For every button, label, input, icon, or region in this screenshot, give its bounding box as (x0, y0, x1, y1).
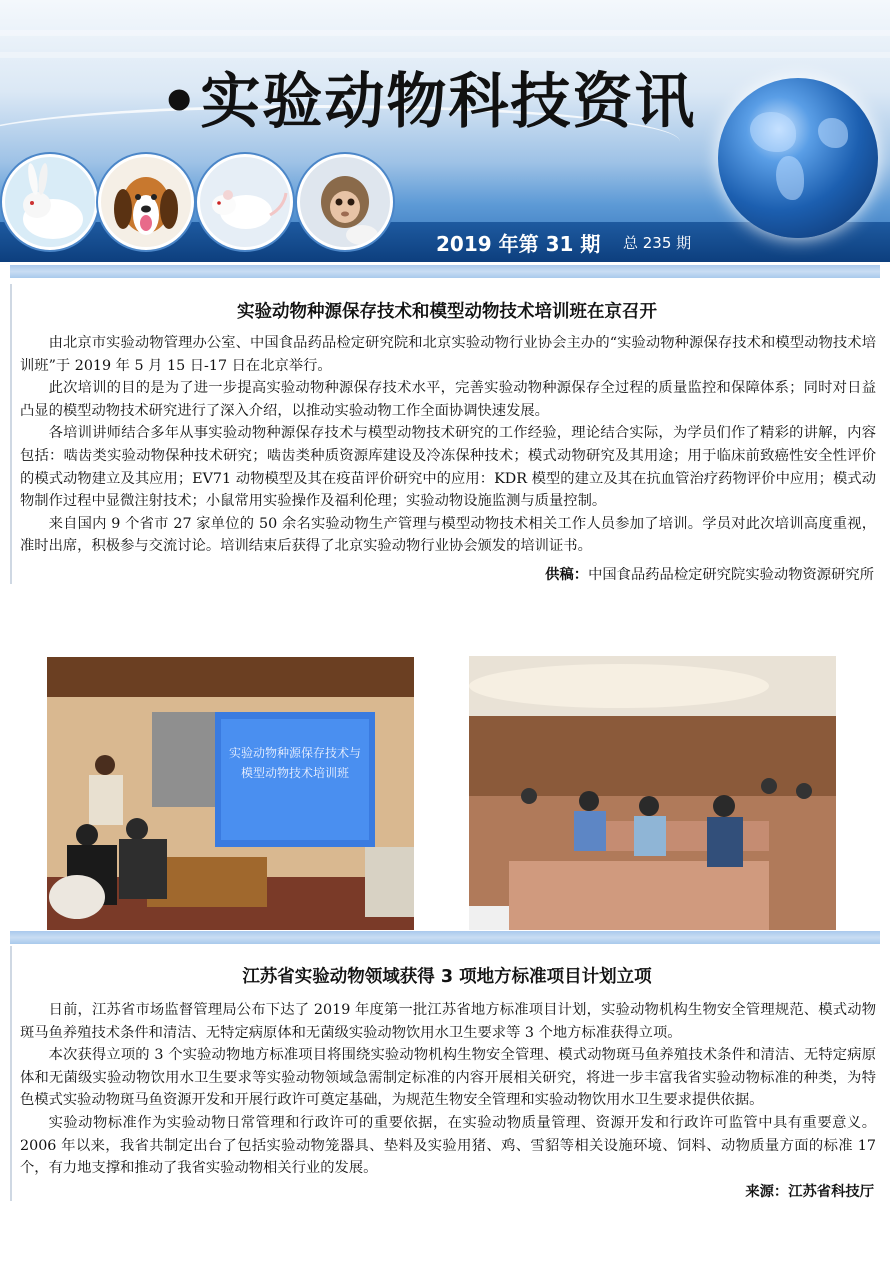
globe-land (818, 118, 848, 148)
article-headline: 实验动物种源保存技术和模型动物技术培训班在京召开 (237, 302, 657, 322)
article-credit (12, 564, 882, 584)
article-training-course (10, 284, 882, 584)
monkey-avatar (297, 154, 393, 250)
beagle-avatar (98, 154, 194, 250)
article-jiangsu-standards (10, 946, 882, 1201)
globe-land (776, 156, 804, 200)
article-credit (12, 1181, 882, 1201)
section-divider (10, 931, 880, 944)
training-photo-right (469, 656, 836, 930)
credit-source: 中国食品药品检定研究院实验动物资源研究所 (588, 566, 874, 583)
total-issue: 总 235 期 (623, 234, 692, 252)
globe-land (750, 112, 796, 152)
article-paragraph: 各培训讲师结合多年从事实验动物种源保存技术与模型动物技术研究的工作经验，理论结合实际，为学员们作了精彩的讲解，内容包括：啮齿类实验动物保种技术研究；啮齿类种质资源库建设及冷冻保种技术；模式动物研究及其用途；用于临床前致癌性安全性评价的模式动物建立及其应用；EV71 动物模型及其在疫苗评价研究中的应用：KDR 模型的建立及其在抗血管治疗药物评价中应用；模式动物制作过程中显微注射技术；小鼠常用实验操作及福利伦理；实验动物设施监测与质量控制。 (20, 425, 876, 510)
globe-icon (718, 78, 878, 238)
screen-title-line2: 模型动物技术培训班 (240, 766, 350, 780)
article-paragraph: 日前，江苏省市场监督管理局公布下达了 2019 年度第一批江苏省地方标准项目计划，实验动物机构生物安全管理规范、模式动物斑马鱼养殖技术条件和清洁、无特定病原体和无菌级实验动物饮用水卫生要求等 3 个地方标准获得立项。 (20, 1002, 876, 1041)
screen-title-line1: 实验动物种源保存技术与 (228, 746, 362, 760)
issue-number: 2019 年第 31 期 (436, 232, 601, 256)
article-paragraph: 此次培训的目的是为了进一步提高实验动物种源保存技术水平，完善实验动物种源保存全过程的质量监控和保障体系；同时对日益凸显的模型动物技术研究进行了深入介绍，以推动实验动物工作全面协调快速发展。 (20, 380, 876, 419)
credit-label: 来源： (745, 1183, 789, 1200)
training-photo-left (47, 657, 414, 930)
rabbit-avatar (2, 154, 98, 250)
credit-source: 江苏省科技厅 (788, 1183, 874, 1200)
article-headline: 江苏省实验动物领域获得 3 项地方标准项目计划立项 (242, 967, 652, 987)
article-paragraph: 实验动物标准作为实验动物日常管理和行政许可的重要依据，在实验动物质量管理、资源开发和行政许可监管中具有重要意义。2006 年以来，我省共制定出台了包括实验动物笼器具、垫料及实验用猪、鸡、雪貂等相关设施环境、饲料、动物质量方面的标准 17 个，有力地支撑和推动了我省实验动物相关行业的发展。 (20, 1114, 876, 1177)
article-paragraph: 本次获得立项的 3 个实验动物地方标准项目将围绕实验动物机构生物安全管理、模式动物斑马鱼养殖技术条件和清洁、无特定病原体和无菌级实验动物饮用水卫生要求等实验动物领域急需制定标准的内容开展相关研究，将进一步丰富我省实验动物标准的种类，为特色模式实验动物斑马鱼资源开发和开展行政许可奠定基础，为规范生物安全管理和实验动物饮用水卫生要求提供依据。 (20, 1047, 876, 1109)
banner-stripe (0, 30, 890, 36)
section-divider (10, 265, 880, 278)
newsletter-title: •实验动物科技资讯 (160, 67, 697, 137)
article-paragraph: 来自国内 9 个省市 27 家单位的 50 余名实验动物生产管理与模型动物技术相关工作人员参加了培训。学员对此次培训高度重视，准时出席，积极参与交流讨论。培训结束后获得了北京实验动物行业协会颁发的培训证书。 (20, 515, 876, 555)
article-paragraph: 由北京市实验动物管理办公室、中国食品药品检定研究院和北京实验动物行业协会主办的“实验动物种源保存技术和模型动物技术培训班”于 2019 年 5 月 15 日-17 日在北京举行。 (20, 335, 876, 374)
credit-label: 供稿： (545, 566, 589, 583)
masthead-banner (0, 0, 890, 262)
rat-avatar (197, 154, 293, 250)
